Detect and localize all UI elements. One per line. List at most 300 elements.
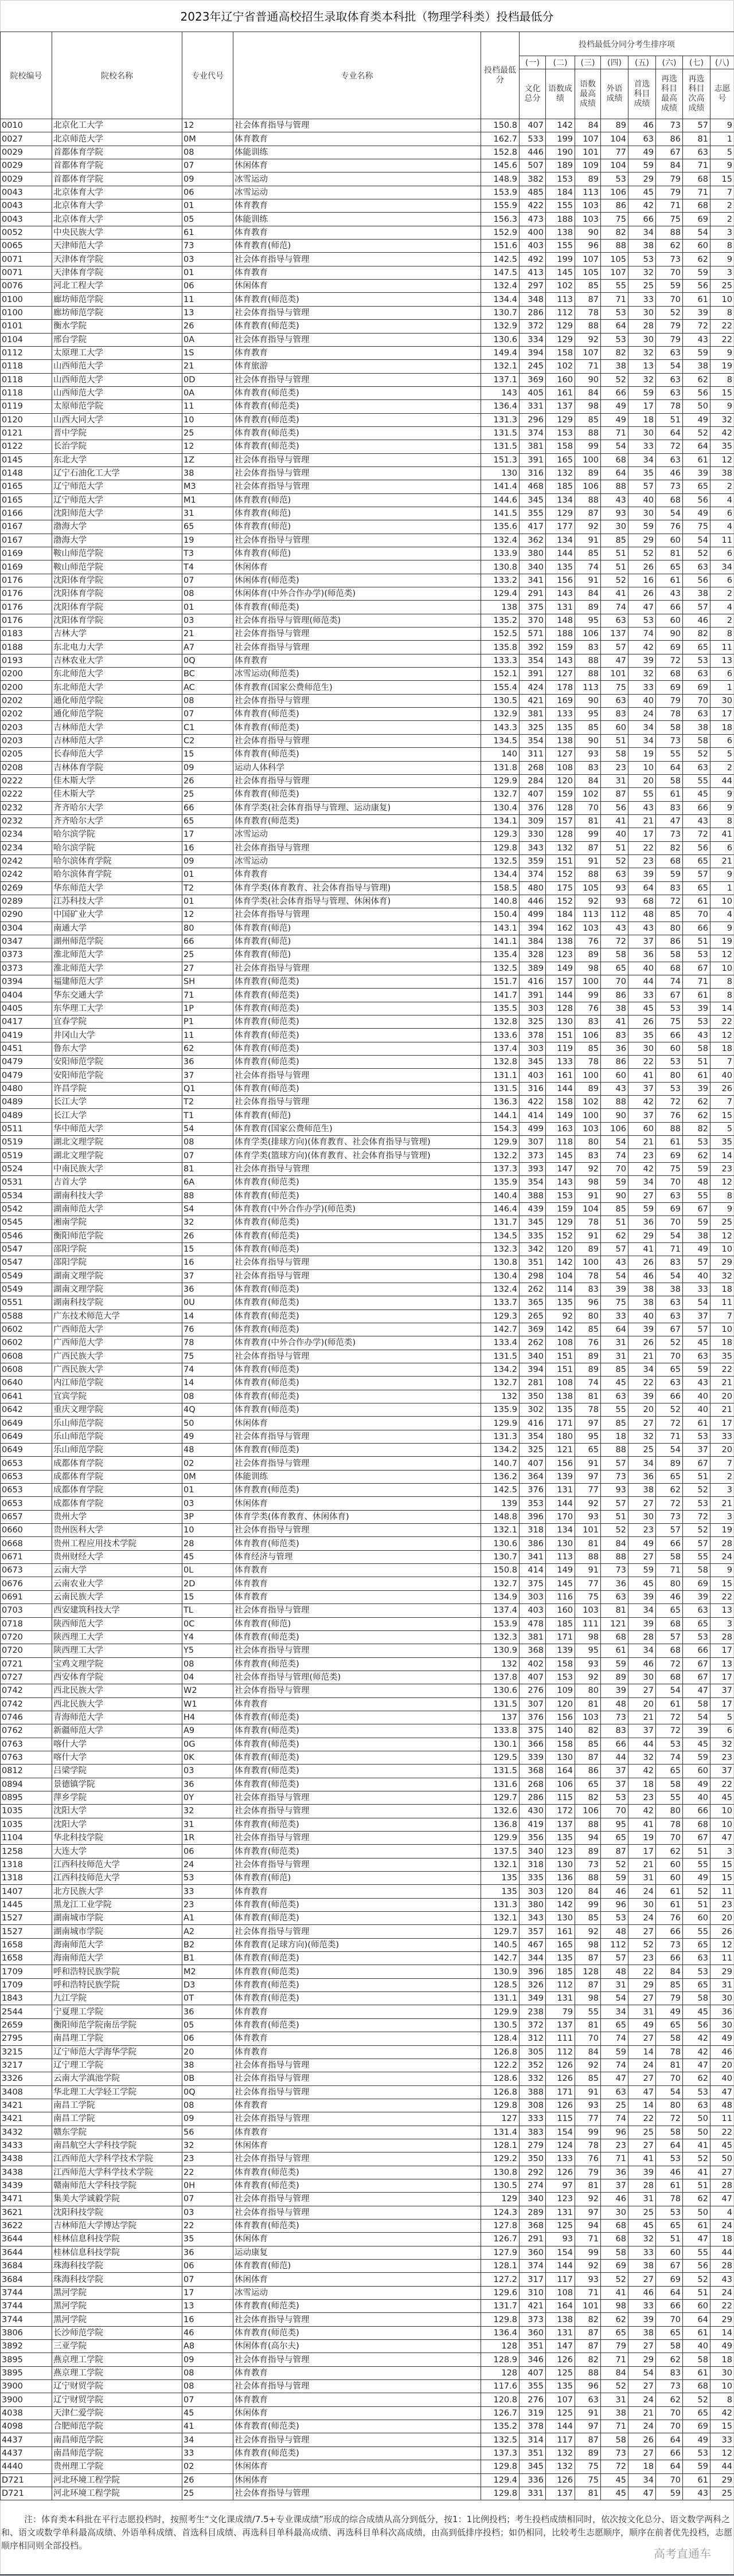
foreign-language-cell: 52 — [601, 2273, 628, 2286]
school-code-cell: 0100 — [1, 293, 52, 306]
second-subject-max-cell: 46 — [656, 466, 683, 480]
header-rank-number: (八) — [710, 56, 734, 69]
school-code-cell: 3744 — [1, 2286, 52, 2299]
second-subject-second-cell: 55 — [683, 1925, 710, 1938]
chinese-math-cell: 135 — [546, 1832, 575, 1845]
foreign-language-cell: 95 — [601, 1818, 628, 1831]
school-code-cell: 0165 — [1, 493, 52, 507]
foreign-language-cell: 64 — [601, 466, 628, 480]
second-subject-max-cell: 64 — [656, 761, 683, 774]
preference-no-cell: 8 — [710, 373, 734, 386]
preference-no-cell: 38 — [710, 466, 734, 480]
foreign-language-cell: 48 — [601, 1925, 628, 1938]
second-subject-second-cell: 43 — [683, 333, 710, 346]
major-name-cell: 体育教育(师范类) — [233, 1978, 481, 1991]
major-name-cell: 休闲体育 — [233, 280, 481, 293]
table-row — [1, 2005, 734, 2018]
foreign-language-cell: 65 — [601, 962, 628, 975]
school-name-cell: 东北师范大学 — [52, 668, 182, 681]
chinese-math-cell: 135 — [546, 560, 575, 574]
school-name-cell: 中央民族大学 — [52, 226, 182, 239]
first-subject-cell: 26 — [628, 2433, 656, 2446]
school-name-cell: 哈尔滨学院 — [52, 828, 182, 841]
table-row — [1, 1336, 734, 1350]
second-subject-second-cell: 81 — [683, 132, 710, 146]
culture-total-cell: 262 — [520, 1283, 546, 1296]
second-subject-second-cell: 51 — [683, 2286, 710, 2299]
foreign-language-cell: 36 — [601, 1577, 628, 1590]
culture-total-cell: 499 — [520, 908, 546, 922]
second-subject-max-cell: 83 — [656, 881, 683, 895]
major-code-cell: 06 — [182, 2032, 233, 2045]
foreign-language-cell: 68 — [601, 2219, 628, 2232]
major-code-cell: 25 — [182, 426, 233, 440]
school-code-cell: 3621 — [1, 2206, 52, 2219]
culture-total-cell: 473 — [520, 213, 546, 226]
foreign-language-cell: 104 — [601, 132, 628, 146]
culture-total-cell: 303 — [520, 1002, 546, 1015]
table-row — [1, 373, 734, 386]
second-subject-second-cell: 42 — [683, 2045, 710, 2059]
major-name-cell: 体育教育(师范类) — [233, 721, 481, 734]
chinese-math-max-cell: 97 — [575, 1417, 601, 1430]
chinese-math-max-cell: 107 — [575, 132, 601, 146]
second-subject-max-cell: 63 — [656, 373, 683, 386]
second-subject-max-cell: 85 — [656, 908, 683, 922]
first-subject-cell: 21 — [628, 1711, 656, 1724]
school-name-cell: 宜春学院 — [52, 1015, 182, 1029]
second-subject-max-cell: 64 — [656, 2460, 683, 2473]
second-subject-max-cell: 65 — [656, 560, 683, 574]
min-score-cell: 131.1 — [481, 1069, 520, 1082]
major-name-cell: 体育教育(师范类) — [233, 400, 481, 413]
culture-total-cell: 344 — [520, 1952, 546, 1965]
first-subject-cell: 52 — [628, 547, 656, 560]
major-name-cell: 体育教育(师范类) — [233, 1216, 481, 1229]
min-score-cell: 133.6 — [481, 1029, 520, 1042]
chinese-math-cell: 127 — [546, 748, 575, 761]
preference-no-cell: 18 — [710, 1042, 734, 1055]
first-subject-cell: 22 — [628, 1056, 656, 1069]
table-row — [1, 2179, 734, 2192]
major-code-cell: 35 — [182, 2233, 233, 2246]
chinese-math-cell: 143 — [546, 1176, 575, 1189]
chinese-math-max-cell: 77 — [575, 2112, 601, 2126]
preference-no-cell: 9 — [710, 788, 734, 801]
preference-no-cell: 9 — [710, 346, 734, 359]
school-name-cell: 宁夏理工学院 — [52, 2005, 182, 2018]
min-score-cell: 132.9 — [481, 320, 520, 333]
culture-total-cell: 286 — [520, 1791, 546, 1804]
preference-no-cell: 8 — [710, 628, 734, 641]
major-name-cell: 体育教育(师范类) — [233, 426, 481, 440]
second-subject-max-cell: 53 — [656, 1738, 683, 1751]
min-score-cell: 135.2 — [481, 614, 520, 627]
second-subject-max-cell: 79 — [656, 694, 683, 707]
school-name-cell: 东华理工大学 — [52, 1002, 182, 1015]
chinese-math-max-cell: 106 — [575, 628, 601, 641]
major-code-cell: 03 — [182, 2206, 233, 2219]
chinese-math-cell: 185 — [546, 1965, 575, 1978]
culture-total-cell: 480 — [520, 881, 546, 895]
table-row — [1, 146, 734, 159]
preference-no-cell: 2 — [710, 1470, 734, 1483]
culture-total-cell: 413 — [520, 266, 546, 279]
min-score-cell: 140.4 — [481, 1189, 520, 1202]
chinese-math-cell: 153 — [546, 1189, 575, 1202]
chinese-math-cell: 125 — [546, 2366, 575, 2379]
first-subject-cell: 49 — [628, 1537, 656, 1550]
min-score-cell: 145.6 — [481, 159, 520, 172]
preference-no-cell: 6 — [710, 547, 734, 560]
chinese-math-max-cell: 88 — [575, 1550, 601, 1563]
school-name-cell: 井冈山大学 — [52, 1029, 182, 1042]
major-name-cell: 体育教育 — [233, 1590, 481, 1603]
major-code-cell: C1 — [182, 721, 233, 734]
second-subject-second-cell: 52 — [683, 2273, 710, 2286]
major-code-cell: 08 — [182, 146, 233, 159]
first-subject-cell: 23 — [628, 854, 656, 868]
major-code-cell: 01 — [182, 895, 233, 908]
table-row — [1, 1457, 734, 1470]
culture-total-cell: 325 — [520, 1444, 546, 1457]
second-subject-second-cell: 37 — [683, 1444, 710, 1457]
second-subject-max-cell: 76 — [656, 1912, 683, 1925]
school-name-cell: 山西师范大学 — [52, 360, 182, 373]
school-code-cell: 0269 — [1, 881, 52, 895]
major-code-cell: 12 — [182, 119, 233, 132]
table-row — [1, 2286, 734, 2299]
first-subject-cell: 25 — [628, 1444, 656, 1457]
first-subject-cell: 59 — [628, 159, 656, 172]
foreign-language-cell: 60 — [601, 721, 628, 734]
second-subject-second-cell: 69 — [683, 681, 710, 694]
school-code-cell: 0122 — [1, 440, 52, 453]
min-score-cell: 128.6 — [481, 2072, 520, 2085]
major-name-cell: 体育教育(师范) — [233, 948, 481, 962]
second-subject-max-cell: 69 — [656, 1149, 683, 1162]
foreign-language-cell: 93 — [601, 507, 628, 520]
major-name-cell: 体育教育(师范类) — [233, 814, 481, 828]
min-score-cell: 134.2 — [481, 1363, 520, 1376]
first-subject-cell: 19 — [628, 748, 656, 761]
second-subject-max-cell: 73 — [656, 1938, 683, 1951]
min-score-cell: 132.7 — [481, 788, 520, 801]
header-major-name: 专业名称 — [233, 32, 481, 119]
min-score-cell: 137.5 — [481, 1845, 520, 1858]
culture-total-cell: 311 — [520, 748, 546, 761]
first-subject-cell: 29 — [628, 2353, 656, 2366]
foreign-language-cell: 47 — [601, 2072, 628, 2085]
culture-total-cell: 345 — [520, 1056, 546, 1069]
second-subject-second-cell: 65 — [683, 1978, 710, 1991]
second-subject-second-cell: 52 — [683, 1524, 710, 1537]
foreign-language-cell: 63 — [601, 1390, 628, 1403]
table-row — [1, 1189, 734, 1202]
chinese-math-cell: 123 — [546, 948, 575, 962]
chinese-math-max-cell: 91 — [575, 1564, 601, 1577]
header-min-score: 投档最低分 — [481, 32, 520, 119]
school-name-cell: 沈阳大学 — [52, 1818, 182, 1831]
foreign-language-cell: 57 — [601, 1497, 628, 1510]
first-subject-cell: 19 — [628, 1832, 656, 1845]
school-name-cell: 吉林师范大学 — [52, 734, 182, 747]
culture-total-cell: 330 — [520, 828, 546, 841]
major-name-cell: 体育教育(师范类) — [233, 1657, 481, 1671]
chinese-math-cell: 108 — [546, 761, 575, 774]
chinese-math-max-cell: 85 — [575, 1042, 601, 1055]
school-name-cell: 燕京理工学院 — [52, 2353, 182, 2366]
major-code-cell: 32 — [182, 1216, 233, 1229]
school-code-cell: 0169 — [1, 547, 52, 560]
major-name-cell: 体育教育(师范) — [233, 1617, 481, 1630]
culture-total-cell: 419 — [520, 1818, 546, 1831]
second-subject-second-cell: 61 — [683, 989, 710, 1002]
chinese-math-max-cell: 78 — [575, 1269, 601, 1283]
preference-no-cell: 46 — [710, 2045, 734, 2059]
second-subject-max-cell: 58 — [656, 2340, 683, 2353]
preference-no-cell: 8 — [710, 814, 734, 828]
culture-total-cell: 446 — [520, 146, 546, 159]
foreign-language-cell: 51 — [601, 734, 628, 747]
preference-no-cell: 36 — [710, 2005, 734, 2018]
first-subject-cell: 45 — [628, 1577, 656, 1590]
major-code-cell: 09 — [182, 761, 233, 774]
major-name-cell: 社会体育指导与管理 — [233, 1256, 481, 1269]
culture-total-cell: 394 — [520, 1363, 546, 1376]
second-subject-max-cell: 68 — [656, 493, 683, 507]
major-code-cell: W1 — [182, 1697, 233, 1711]
second-subject-max-cell: 69 — [656, 681, 683, 694]
second-subject-max-cell: 63 — [656, 386, 683, 399]
school-code-cell: 3895 — [1, 2366, 52, 2379]
school-code-cell: 0394 — [1, 975, 52, 989]
chinese-math-cell: 132 — [546, 841, 575, 854]
table-row — [1, 1296, 734, 1309]
major-code-cell: T3 — [182, 547, 233, 560]
preference-no-cell: 32 — [710, 1738, 734, 1751]
chinese-math-max-cell: 98 — [575, 1992, 601, 2005]
culture-total-cell: 394 — [520, 346, 546, 359]
table-row — [1, 320, 734, 333]
school-name-cell: 长治学院 — [52, 440, 182, 453]
foreign-language-cell: 88 — [601, 240, 628, 253]
culture-total-cell: 422 — [520, 199, 546, 213]
culture-total-cell: 268 — [520, 761, 546, 774]
foreign-language-cell: 84 — [601, 2366, 628, 2379]
culture-total-cell: 262 — [520, 1336, 546, 1350]
table-row — [1, 2112, 734, 2126]
min-score-cell: 152.8 — [481, 146, 520, 159]
school-name-cell: 沈阳体育学院 — [52, 614, 182, 627]
preference-no-cell: 43 — [710, 2273, 734, 2286]
second-subject-max-cell: 47 — [656, 814, 683, 828]
second-subject-max-cell: 73 — [656, 1510, 683, 1523]
major-code-cell: 0H — [182, 2179, 233, 2192]
chinese-math-max-cell: 103 — [575, 922, 601, 935]
chinese-math-cell: 160 — [546, 373, 575, 386]
school-code-cell: 0289 — [1, 895, 52, 908]
chinese-math-max-cell: 92 — [575, 333, 601, 346]
first-subject-cell: 37 — [628, 1724, 656, 1738]
school-name-cell: 江西师范大学科学技术学院 — [52, 2166, 182, 2179]
preference-no-cell: 3 — [710, 266, 734, 279]
first-subject-cell: 30 — [628, 507, 656, 520]
culture-total-cell: 391 — [520, 453, 546, 466]
preference-no-cell: 13 — [710, 654, 734, 667]
chinese-math-cell: 164 — [546, 1765, 575, 1778]
chinese-math-cell: 138 — [546, 226, 575, 239]
table-row — [1, 1229, 734, 1242]
major-name-cell: 休闲体育(中外合作办学)(师范类) — [233, 587, 481, 601]
min-score-cell: 130.6 — [481, 1684, 520, 1697]
preference-no-cell: 21 — [710, 1377, 734, 1390]
school-code-cell: 0200 — [1, 668, 52, 681]
min-score-cell: 156.3 — [481, 213, 520, 226]
chinese-math-cell: 140 — [546, 1724, 575, 1738]
chinese-math-cell: 134 — [546, 493, 575, 507]
major-code-cell: 01 — [182, 266, 233, 279]
chinese-math-max-cell: 73 — [575, 1858, 601, 1871]
school-code-cell: 3421 — [1, 2112, 52, 2126]
min-score-cell: 137.4 — [481, 1042, 520, 1055]
second-subject-max-cell: 90 — [656, 628, 683, 641]
major-code-cell: 75 — [182, 1350, 233, 1363]
preference-no-cell: 37 — [710, 1765, 734, 1778]
chinese-math-cell: 144 — [546, 1082, 575, 1095]
major-code-cell: Y4 — [182, 1630, 233, 1644]
major-name-cell: 休闲体育 — [233, 2139, 481, 2152]
major-code-cell: 06 — [182, 280, 233, 293]
foreign-language-cell: 56 — [601, 801, 628, 814]
min-score-cell: 147.5 — [481, 266, 520, 279]
table-row — [1, 975, 734, 989]
second-subject-second-cell: 53 — [683, 1630, 710, 1644]
chinese-math-max-cell: 82 — [575, 1724, 601, 1738]
culture-total-cell: 421 — [520, 2300, 546, 2313]
major-code-cell: 22 — [182, 2219, 233, 2232]
first-subject-cell: 64 — [628, 881, 656, 895]
culture-total-cell: 346 — [520, 2353, 546, 2366]
school-code-cell: 0176 — [1, 601, 52, 614]
second-subject-max-cell: 84 — [656, 1965, 683, 1978]
culture-total-cell: 351 — [520, 2446, 546, 2460]
header-rank-label: 外语成绩 — [601, 69, 628, 119]
first-subject-cell: 47 — [628, 2085, 656, 2099]
school-code-cell: 2795 — [1, 2032, 52, 2045]
culture-total-cell: 375 — [520, 1724, 546, 1738]
chinese-math-cell: 170 — [546, 1510, 575, 1523]
culture-total-cell: 364 — [520, 1470, 546, 1483]
school-name-cell: 广东技术师范大学 — [52, 1309, 182, 1323]
first-subject-cell: 42 — [628, 1162, 656, 1175]
header-rank-number: (二) — [546, 56, 575, 69]
first-subject-cell: 24 — [628, 2059, 656, 2072]
school-name-cell: 海南师范大学 — [52, 1952, 182, 1965]
first-subject-cell: 14 — [628, 2045, 656, 2059]
school-code-cell: 0649 — [1, 1444, 52, 1457]
min-score-cell: 134.1 — [481, 814, 520, 828]
chinese-math-cell: 128 — [546, 801, 575, 814]
culture-total-cell: 356 — [520, 1832, 546, 1845]
foreign-language-cell: 98 — [601, 2300, 628, 2313]
table-row — [1, 2340, 734, 2353]
second-subject-second-cell: 72 — [683, 1510, 710, 1523]
first-subject-cell: 18 — [628, 1778, 656, 1791]
major-name-cell: 休闲体育 — [233, 560, 481, 574]
min-score-cell: 140.8 — [481, 895, 520, 908]
chinese-math-cell: 135 — [546, 2380, 575, 2393]
school-code-cell: 0763 — [1, 1738, 52, 1751]
chinese-math-max-cell: 84 — [575, 386, 601, 399]
min-score-cell: 131.6 — [481, 1778, 520, 1791]
foreign-language-cell: 68 — [601, 453, 628, 466]
table-row — [1, 694, 734, 707]
chinese-math-max-cell: 89 — [575, 172, 601, 186]
second-subject-max-cell: 72 — [656, 1711, 683, 1724]
school-code-cell: 0451 — [1, 1042, 52, 1055]
chinese-math-cell: 125 — [546, 2406, 575, 2420]
major-name-cell: 体育教育(师范类) — [233, 2326, 481, 2339]
min-score-cell: 129.9 — [481, 2005, 520, 2018]
foreign-language-cell: 37 — [601, 1765, 628, 1778]
table-row — [1, 1604, 734, 1617]
chinese-math-max-cell: 128 — [575, 1965, 601, 1978]
first-subject-cell: 35 — [628, 466, 656, 480]
foreign-language-cell: 41 — [601, 814, 628, 828]
foreign-language-cell: 37 — [601, 1778, 628, 1791]
preference-no-cell: 14 — [710, 2326, 734, 2339]
school-code-cell: 0718 — [1, 1617, 52, 1630]
second-subject-max-cell: 66 — [656, 1390, 683, 1403]
table-row — [1, 1149, 734, 1162]
school-code-cell: 0234 — [1, 828, 52, 841]
major-name-cell: 体育教育(师范类) — [233, 293, 481, 306]
major-code-cell: A1 — [182, 1912, 233, 1925]
school-name-cell: 太原师范学院 — [52, 400, 182, 413]
second-subject-second-cell: 63 — [683, 146, 710, 159]
foreign-language-cell: 86 — [601, 199, 628, 213]
chinese-math-cell: 144 — [546, 547, 575, 560]
second-subject-max-cell: 52 — [656, 1336, 683, 1350]
foreign-language-cell: 59 — [601, 1872, 628, 1885]
table-row — [1, 1444, 734, 1457]
school-code-cell: 0546 — [1, 1229, 52, 1242]
major-name-cell: 社会体育指导与管理 — [233, 480, 481, 493]
foreign-language-cell: 51 — [601, 547, 628, 560]
second-subject-second-cell: 67 — [683, 1671, 710, 1684]
chinese-math-max-cell: 91 — [575, 534, 601, 547]
first-subject-cell: 20 — [628, 774, 656, 787]
second-subject-max-cell: 88 — [656, 226, 683, 239]
school-name-cell: 辽宁师范大学 — [52, 480, 182, 493]
chinese-math-max-cell: 85 — [575, 1323, 601, 1336]
school-code-cell: 3644 — [1, 2246, 52, 2259]
second-subject-max-cell: 70 — [656, 1832, 683, 1845]
table-row — [1, 199, 734, 213]
culture-total-cell: 381 — [520, 440, 546, 453]
table-row — [1, 1965, 734, 1978]
table-row — [1, 1832, 734, 1845]
preference-no-cell: 20 — [710, 1444, 734, 1457]
chinese-math-max-cell: 82 — [575, 2313, 601, 2326]
min-score-cell: 137 — [481, 1711, 520, 1724]
foreign-language-cell: 137 — [601, 628, 628, 641]
major-name-cell: 休闲体育 — [233, 2233, 481, 2246]
chinese-math-max-cell: 84 — [575, 587, 601, 601]
major-name-cell: 社会体育指导与管理 — [233, 841, 481, 854]
foreign-language-cell: 55 — [601, 280, 628, 293]
